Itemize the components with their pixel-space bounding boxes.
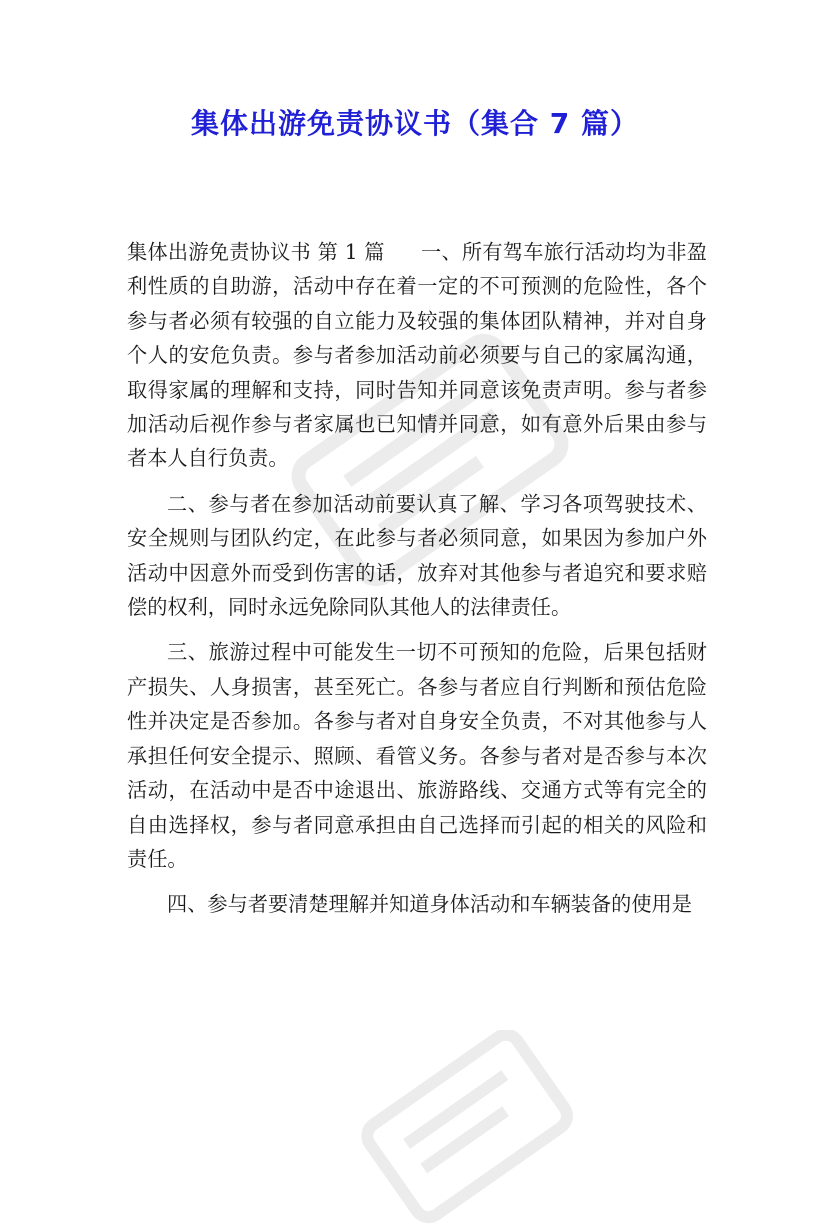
paragraph-1 bbox=[127, 235, 707, 476]
paragraph-text-1: 一、所有驾车旅行活动均为非盈利性质的自助游，活动中存在着一定的不可预测的危险性，各个参与者必须有较强的自立能力及较强的集体团队精神，并对自身个人的安危负责。参与者参加活动前必须要与自己的家属沟通，取得家属的理解和支持，同时告知并同意该免责声明。参与者参加活动后视作参与者家属也已知情并同意，如有意外后果由参与者本人自行负责。 bbox=[127, 240, 707, 471]
article-heading: 集体出游免责协议书 第 1 篇 bbox=[127, 240, 385, 264]
document-body bbox=[127, 235, 707, 933]
watermark-graphic-bottom bbox=[360, 1030, 580, 1230]
paragraph-2: 二、参与者在参加活动前要认真了解、学习各项驾驶技术、安全规则与团队约定，在此参与者必须同意，如果因为参加户外活动中因意外而受到伤害的话，放弃对其他参与者追究和要求赔偿的权利，同时永远免除同队其他人的法律责任。 bbox=[127, 491, 707, 620]
paragraph-4: 四、参与者要清楚理解并知道身体活动和车辆装备的使用是 bbox=[167, 892, 692, 917]
page-title: 集体出游免责协议书（集合 7 篇） bbox=[191, 107, 639, 140]
paragraph-3: 三、旅游过程中可能发生一切不可预知的危险，后果包括财产损失、人身损害，甚至死亡。各参与者应自行判断和预估危险性并决定是否参加。各参与者对自身安全负责，不对其他参与人承担任何安全提示、照顾、看管义务。各参与者对是否参与本次活动，在活动中是否中途退出、旅游路线、交通方式等有完全的自由选择权，参与者同意承担由自己选择而引起的相关的风险和责任。 bbox=[127, 640, 707, 871]
